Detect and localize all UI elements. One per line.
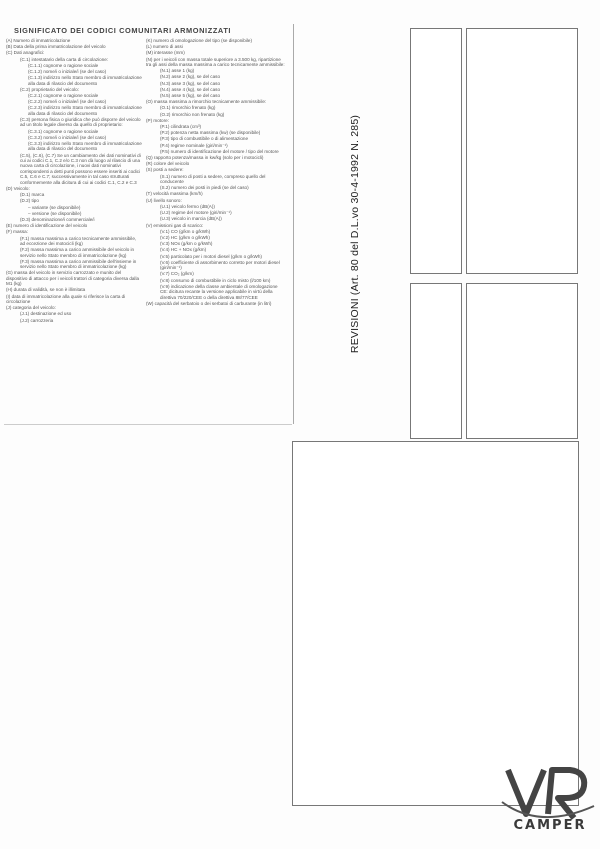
legend-entry: (V.6) coefficiente di assorbimento corretto per motori diesel (giri/min⁻¹) bbox=[160, 259, 280, 271]
legend-entry: (F) massa: bbox=[6, 229, 28, 235]
legend-entry: (N.1) asse 1 (kg) bbox=[160, 68, 195, 74]
legend-entry: (D.3) denominazione/i commerciale/i bbox=[20, 216, 95, 222]
legend-entry: – variante (se disponibile) bbox=[28, 204, 81, 210]
fold-line-vertical bbox=[293, 24, 294, 424]
legend-entry: (C.3.3) indirizzo nello Stato membro di immatricolazione alla data di rilascio del documento bbox=[28, 141, 142, 152]
legend-entry: (O.1) rimorchio frenato (kg) bbox=[160, 105, 216, 111]
legend-entry: (U) livello sonoro: bbox=[146, 197, 182, 203]
legend-entry: (J.1) destinazione ed uso bbox=[20, 311, 72, 317]
legend-entry: (N.2) asse 2 (kg), se del caso bbox=[160, 74, 220, 80]
legend-entry: (C.1) intestatario della carta di circolazione: bbox=[20, 56, 109, 62]
revision-box-2 bbox=[466, 28, 578, 274]
legend-title: SIGNIFICATO DEI CODICI COMUNITARI ARMONIZZATI bbox=[14, 26, 232, 35]
legend-entry: (P.4) regime nominale (giri/min⁻¹) bbox=[160, 142, 228, 148]
legend-entry: (P.2) potenza netta massima (kw) (se disponibile) bbox=[160, 130, 261, 136]
legend-entry: (I) data di immatricolazione alla quale si riferisce la carta di circolazione bbox=[6, 293, 126, 304]
legend-entry: (F.1) massa massima a carico tecnicamente ammissibile, ad eccezione dei motocicli (kg) bbox=[20, 235, 137, 246]
legend-entry: (S.2) numero dei posti in piedi (se del caso) bbox=[160, 185, 249, 191]
legend-entry: (A) Numero di immatricolazione bbox=[6, 38, 71, 43]
legend-entry: (B) Data della prima immatricolazione del veicolo bbox=[6, 44, 106, 50]
legend-entry: (C.2.2) nome/i o iniziale/i (se del caso) bbox=[28, 99, 107, 105]
codes-legend-panel bbox=[4, 26, 290, 424]
legend-entry: (Q) rapporto potenza/massa in kw/kg (solo per i motocicli) bbox=[146, 155, 264, 161]
legend-column-1 bbox=[6, 38, 142, 324]
legend-entry: (C.1.3) indirizzo nello Stato membro di immatricolazione alla data di rilascio del documento bbox=[28, 75, 142, 86]
legend-entry: (C.5), (C.6), (C.7) Se un cambiamento dei dati nominativi di cui ai codici C.1, C.2 e/o C.3 non dà luogo al rilascio di una nuova carta di circolazione, i nuovi dati nominativi corrispondenti a detti punti possono essere inseriti ai codici C.5, C.6 e C.7; successivamente in tal caso strutturati conformemente alla dicitura di cui ai codici C.1, C.2 e C.3 bbox=[20, 152, 141, 185]
legend-entry: (E) numero di identificazione del veicolo bbox=[6, 223, 88, 229]
legend-entry: (U.2) regime del motore (giri/min⁻¹) bbox=[160, 210, 232, 216]
legend-entry: (K) numero di omologazione del tipo (se disponibile) bbox=[146, 38, 252, 43]
legend-entry: (N.3) asse 3 (kg), se del caso bbox=[160, 80, 220, 86]
legend-entry: (H) durata di validità, se non è illimitata bbox=[6, 287, 86, 293]
legend-entry: (C.2) proprietario del veicolo: bbox=[20, 86, 79, 92]
legend-entry: (C) Dati anagrafici: bbox=[6, 50, 45, 56]
revision-box-1 bbox=[410, 28, 462, 274]
legend-entry: (M) interasse (mm) bbox=[146, 50, 185, 56]
legend-entry: (R) colore del veicolo bbox=[146, 161, 190, 167]
legend-entry: (O.2) rimorchio non frenato (kg) bbox=[160, 111, 225, 117]
legend-entry: (C.2.3) indirizzo nello Stato membro di immatricolazione alla data di rilascio del documento bbox=[28, 105, 142, 116]
legend-entry: (C.2.1) cognome o ragione sociale bbox=[28, 93, 99, 99]
legend-entry: (J) categoria del veicolo: bbox=[6, 305, 56, 311]
legend-entry: (C.3.2) nome/i o iniziale/i (se del caso) bbox=[28, 134, 107, 140]
legend-entry: (V.5) particolato per i motori diesel (g/km o g/kWh) bbox=[160, 253, 262, 259]
legend-entry: (W) capacità del serbatoio o dei serbatoi di carburante (in litri) bbox=[146, 300, 272, 306]
legend-entry: (V.8) consumo di combustibile in ciclo misto (l/100 km) bbox=[160, 277, 271, 283]
legend-entry: (V) emissioni gas di scarico: bbox=[146, 222, 204, 228]
legend-entry: (C.3) persona fisica o giuridica che può disporre del veicolo ad un titolo legale diverso da quello di proprietario: bbox=[20, 117, 141, 128]
legend-entry: (G) massa del veicolo in servizio carrozzato e munito del dispositivo di attacco per i veicoli trattori di categoria diversa dalla M1 (kg) bbox=[6, 270, 140, 287]
legend-entry: (F.2) massa massima a carico ammissibile del veicolo in servizio nello Stato membro di immatricolazione (kg) bbox=[20, 247, 135, 258]
legend-entry: (F.3) massa massima a carico ammissibile dell'insieme in servizio nello Stato membro di immatricolazione (kg) bbox=[20, 258, 137, 270]
legend-entry: (J.2) carrozzeria bbox=[20, 317, 54, 323]
legend-entry: (D.2) tipo bbox=[20, 198, 39, 204]
legend-entry: (N.4) asse 4 (kg), se del caso bbox=[160, 86, 220, 92]
legend-entry: (V.4) HC + NOx (g/km) bbox=[160, 247, 207, 253]
legend-entry: (N) per i veicoli con massa totale superiore a 3.500 kg, ripartizione tra gli assi della massa massima a carico tecnicamente ammissibile: bbox=[146, 56, 285, 68]
legend-entry: (V.1) CO (g/km o g/kWh) bbox=[160, 228, 211, 234]
revisions-label: REVISIONI (Art. 80 del D.L.vo 30-4-1992 N. 285) bbox=[349, 114, 361, 354]
legend-entry: (C.3.1) cognome o ragione sociale bbox=[28, 128, 99, 134]
legend-entry: (V.7) CO₂ (g/km) bbox=[160, 271, 194, 277]
legend-entry: (V.9) indicazione della classe ambientale di omologazione CE: dicitura recante la versione applicabile in virtù della direttiva 70/220/CEE o della direttiva 88/77/CEE bbox=[160, 283, 278, 300]
legend-entry: (S) posti a sedere: bbox=[146, 167, 184, 173]
legend-entry: (L) numero di assi bbox=[146, 44, 183, 50]
legend-entry: (T) velocità massima (km/h) bbox=[146, 191, 203, 197]
legend-column-2 bbox=[146, 38, 286, 307]
revision-box-3 bbox=[410, 283, 462, 439]
legend-entry: (U.1) veicolo fermo (dB(A)) bbox=[160, 203, 215, 209]
legend-entry: (P.1) cilindrata (cm³) bbox=[160, 124, 202, 130]
legend-entry: (C.1.2) nome/i o iniziale/i (se del caso) bbox=[28, 69, 107, 75]
fold-line-horizontal bbox=[4, 424, 292, 425]
logo-text: CAMPER bbox=[513, 818, 587, 833]
legend-entry: (S.1) numero di posti a sedere, compreso quello del conducente bbox=[160, 173, 266, 185]
legend-entry: (U.3) veicolo in marcia (dB(A)) bbox=[160, 216, 222, 222]
legend-entry: (P.3) tipo di combustibile o di alimentazione bbox=[160, 136, 249, 142]
legend-entry: (O) massa massima a rimorchio tecnicamente ammissibile: bbox=[146, 99, 267, 105]
legend-entry: (P.5) numero di identificazione del motore / tipo del motore bbox=[160, 148, 279, 154]
legend-entry: (V.2) HC (g/km o g/kWh) bbox=[160, 234, 210, 240]
legend-entry: (C.1.1) cognome o ragione sociale bbox=[28, 62, 99, 68]
revision-box-4 bbox=[466, 283, 578, 439]
legend-entry: (D) Veicolo: bbox=[6, 185, 30, 191]
legend-entry: (N.5) asse 5 (kg), se del caso bbox=[160, 93, 220, 99]
legend-entry: – versione (se disponibile) bbox=[28, 210, 82, 216]
legend-entry: (P) motore: bbox=[146, 117, 169, 123]
legend-entry: (V.3) NOx (g/km o g/kWh) bbox=[160, 241, 213, 247]
legend-entry: (D.1) marca bbox=[20, 192, 45, 198]
